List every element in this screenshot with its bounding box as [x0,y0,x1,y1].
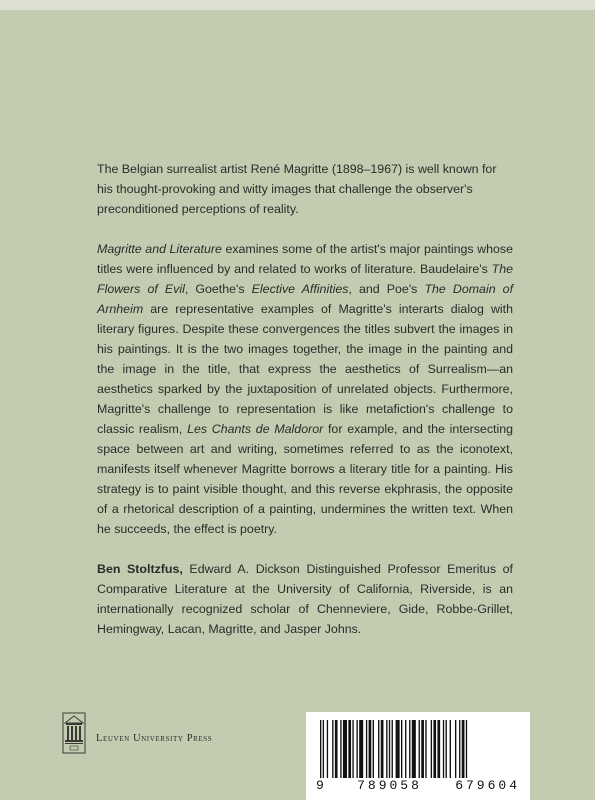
book-title: Magritte and Literature [97,242,222,256]
publisher-block [62,712,212,754]
work-title: The Domain of Arnheim [97,282,514,316]
barcode-group-2: 679604 [455,778,520,793]
barcode-digits [316,778,520,793]
barcode-bar [459,720,460,778]
barcode-bar [366,720,367,778]
barcode-bar [332,720,333,778]
paragraph-text: , and Poe's [348,282,425,296]
author-bio [97,559,513,639]
barcode-bar [378,720,379,778]
barcode-bar [405,720,406,778]
barcode-bars [316,720,520,778]
barcode-bar [386,720,387,778]
barcode-bar [443,720,444,778]
barcode-bar [392,720,393,778]
barcode-bar [327,720,328,778]
work-title: The Flowers of Evil [97,262,513,296]
paragraph-text: , Goethe's [184,282,252,296]
barcode [306,712,530,800]
barcode-bar [320,720,321,778]
barcode-bar [425,720,426,778]
author-bio-text: Edward A. Dickson Distinguished Professor Emeritus of Comparative Literature at the University of California, Riverside, is an internationally recognized scholar of Chenneviere, Gide, Robbe-Grillet, Hemingway, Lacan, Magritte, and Jasper Johns. [97,562,513,636]
barcode-bar [450,720,451,778]
barcode-bar [343,720,347,778]
barcode-bar [323,720,324,778]
barcode-bar [466,720,467,778]
barcode-bar [348,720,351,778]
barcode-bar [433,720,436,778]
barcode-bar [335,720,338,778]
barcode-bar [389,720,390,778]
barcode-bar [396,720,400,778]
barcode-bar [419,720,420,778]
blurb-text [97,159,513,659]
barcode-bar [373,720,374,778]
barcode-bar [446,720,447,778]
barcode-bar [412,720,416,778]
barcode-group-1: 789058 [357,778,422,793]
barcode-bar [381,720,384,778]
barcode-bar [421,720,424,778]
main-paragraph [97,239,513,539]
publisher-name: Leuven University Press [96,732,213,744]
author-name: Ben Stoltzfus, [97,562,183,576]
barcode-bar [359,720,363,778]
work-title: Les Chants de Maldoror [187,422,324,436]
work-title: Elective Affinities [251,282,349,296]
barcode-first-digit: 9 [316,778,324,793]
paragraph-text: for example, and the intersecting space between art and writing, sometimes referred to as the iconotext, manifests itself whenever Magritte borrows a literary title for a painting. His strategy is to paint visible thought, and this reverse ekphrasis, the opposite of a rhetorical description of a painting, undermines the written text. When he succeeds, the effect is poetry. [97,422,513,536]
barcode-bar [437,720,440,778]
barcode-bar [340,720,341,778]
intro-paragraph: The Belgian surrealist artist René Magritte (1898–1967) is well known for his thought-provoking and witty images that challenge the observer's preconditioned perceptions of reality. [97,162,497,216]
barcode-bar [455,720,456,778]
barcode-bar [352,720,353,778]
paragraph-text: are representative examples of Magritte's interarts dialog with literary figures. Despite these convergences the titles subvert the images in his paintings. It is the two images together, the image in the painting and the image in the title, that express the aesthetics of Surrealism—an aesthetics sparked by the juxtaposition of unrelated objects. Furthermore, Magritte's challenge to representation is like metafiction's challenge to classic realism, [97,302,513,436]
building-logo-icon [62,712,86,754]
barcode-bar [431,720,432,778]
barcode-bar [409,720,410,778]
barcode-bar [356,720,357,778]
barcode-bar [401,720,402,778]
paragraph-text: examines some of the artist's major paintings whose titles were influenced by and related to works of literature. Baudelaire's [97,242,513,276]
barcode-bar [369,720,372,778]
barcode-bar [462,720,465,778]
top-strip [0,0,595,10]
